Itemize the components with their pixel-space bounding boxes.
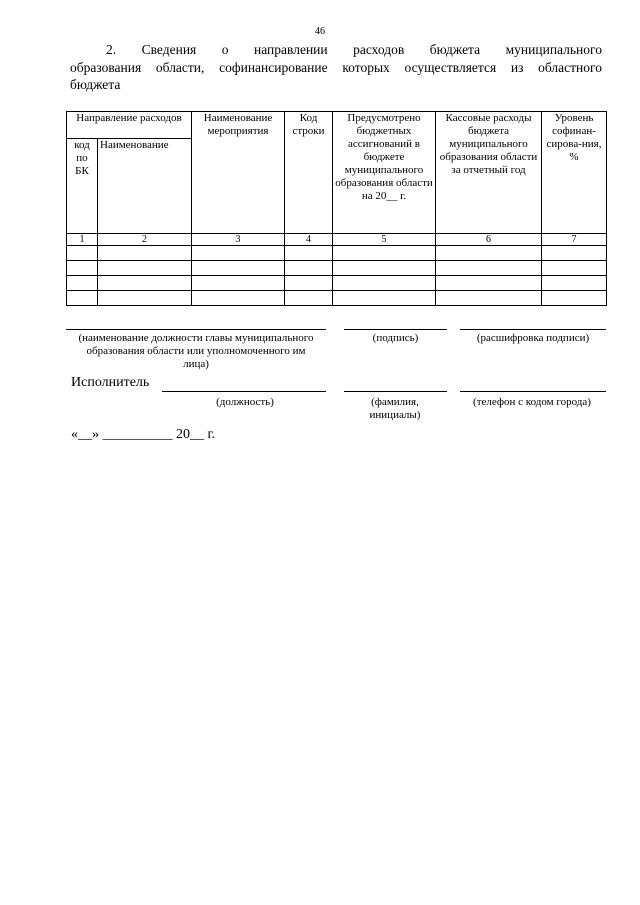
header-cash-expenses: Кассовые расходы бюджета муниципального образования области за отчетный год bbox=[436, 112, 542, 234]
header-name: Наименование bbox=[98, 139, 192, 234]
executor-position-line bbox=[162, 391, 326, 392]
heading-line-1: 2. Сведения о направлении расходов бюджета муниципального bbox=[106, 42, 602, 57]
heading-line-2: образования области, софинансирование которых осуществляется из областного bbox=[70, 59, 602, 75]
executor-phone-line bbox=[460, 391, 606, 392]
transcript-line bbox=[460, 329, 606, 330]
section-heading bbox=[70, 41, 602, 94]
table-row bbox=[67, 261, 607, 276]
header-cofinancing-level: Уровень софинан-сирова-ния, % bbox=[542, 112, 607, 234]
head-position-caption: (наименование должности главы муниципального образования области или уполномоченного им лица) bbox=[78, 332, 314, 370]
header-code-bk: код по БК bbox=[67, 139, 98, 234]
table-row bbox=[67, 291, 607, 306]
table-column-numbers: 1 2 3 4 5 6 7 bbox=[67, 234, 607, 246]
table-row bbox=[67, 246, 607, 261]
heading-line-3: бюджета bbox=[70, 77, 121, 92]
position-caption: (должность) bbox=[216, 396, 274, 408]
table-row bbox=[67, 276, 607, 291]
page-number: 46 bbox=[315, 26, 325, 37]
date-field: «__» __________ 20__ г. bbox=[71, 427, 216, 442]
transcript-caption: (расшифровка подписи) bbox=[476, 332, 590, 344]
executor-surname-line bbox=[344, 391, 447, 392]
budget-table bbox=[66, 111, 607, 306]
header-event-name: Наименование мероприятия bbox=[192, 112, 285, 234]
header-direction: Направление расходов bbox=[67, 112, 192, 139]
head-position-line bbox=[66, 329, 326, 330]
header-line-code: Код строки bbox=[285, 112, 333, 234]
phone-caption: (телефон с кодом города) bbox=[473, 396, 591, 408]
signature-line bbox=[344, 329, 447, 330]
surname-caption: (фамилия, инициалы) bbox=[369, 396, 421, 421]
table-header-row-1 bbox=[67, 112, 607, 139]
signature-caption: (подпись) bbox=[372, 332, 419, 344]
executor-label: Исполнитель bbox=[71, 375, 150, 390]
header-planned: Предусмотрено бюджетных ассигнований в бюджете муниципального образования области на 20__ г. bbox=[333, 112, 436, 234]
